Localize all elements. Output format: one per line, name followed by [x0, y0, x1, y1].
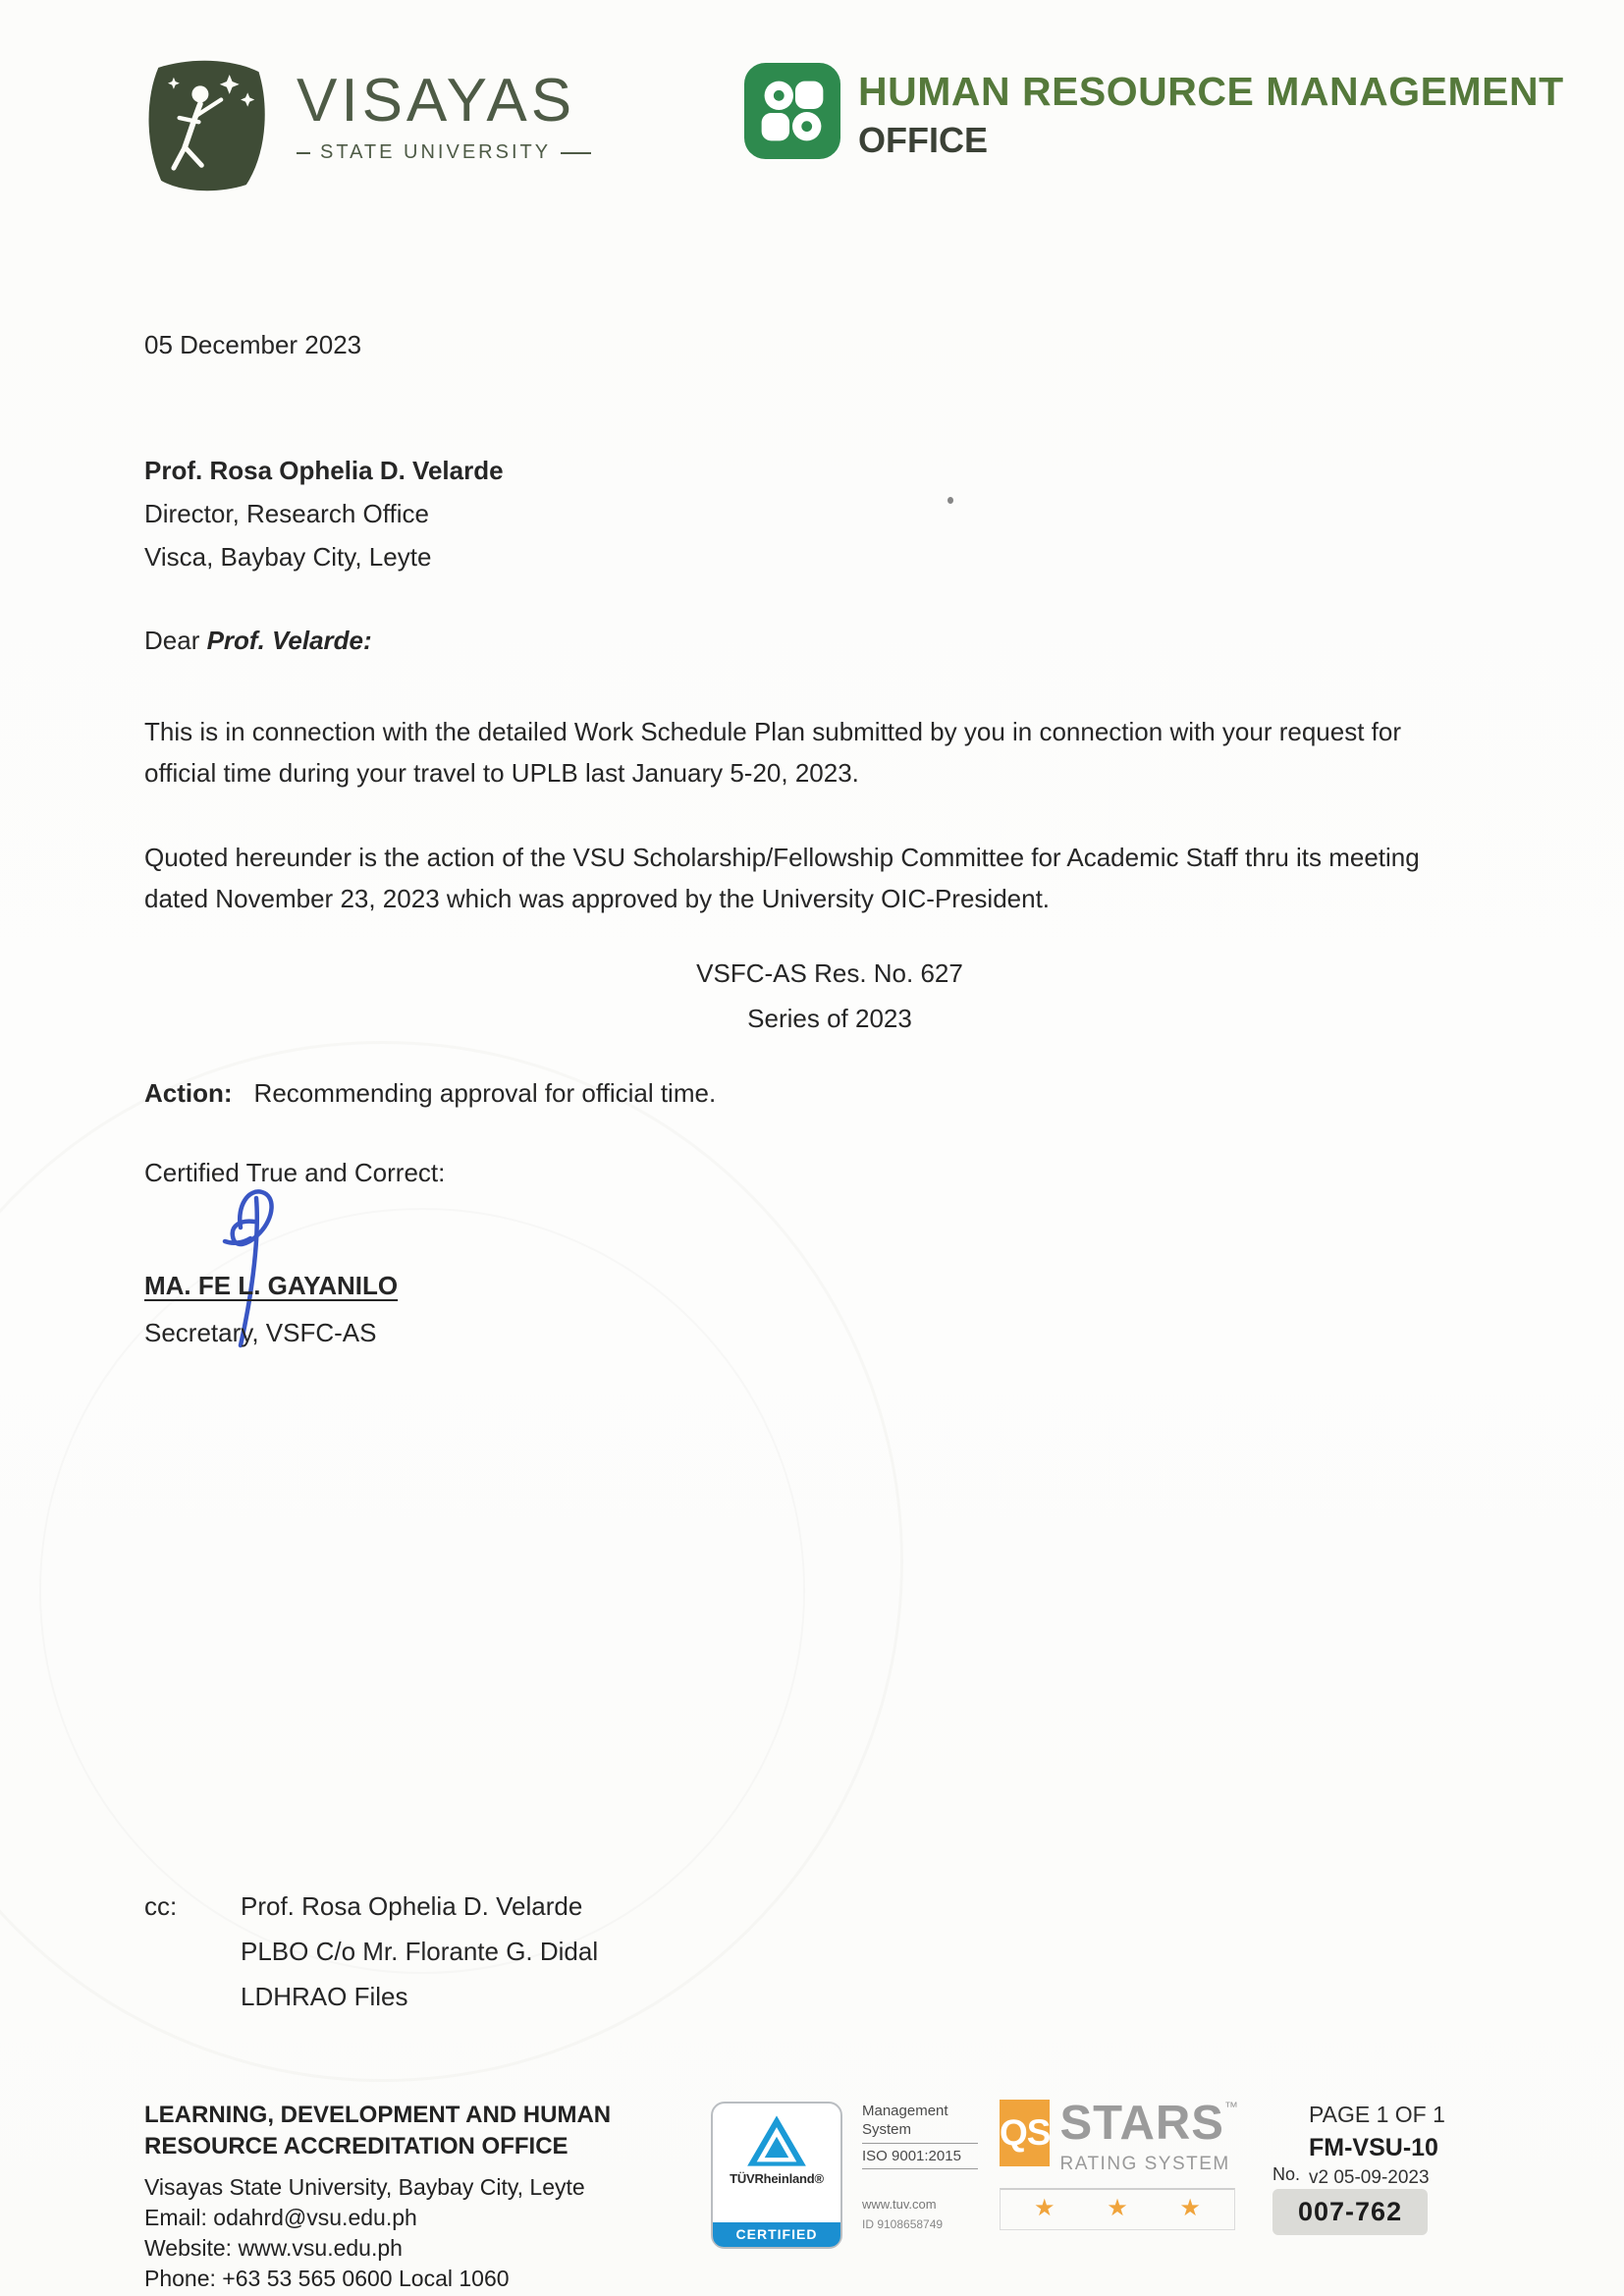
form-code: FM-VSU-10 [1309, 2134, 1438, 2161]
qs-star-rating-strip [1000, 2188, 1235, 2230]
document-number-label: No. [1272, 2164, 1301, 2184]
tuv-certified-banner: CERTIFIED [713, 2222, 840, 2247]
document-number-stamp: 007-762 [1272, 2189, 1428, 2235]
certification-line: Certified True and Correct: [144, 1158, 446, 1187]
footer-office-name-line2: RESOURCE ACCREDITATION OFFICE [144, 2133, 568, 2159]
body-paragraph-2: Quoted hereunder is the action of the VSU Scholarship/Fellowship Committee for Academic Staff thru its meeting dated November 23, 2023 which was approved by the University OIC-President. [144, 843, 1420, 913]
university-subtitle: STATE UNIVERSITY [320, 141, 552, 163]
cc-item: Prof. Rosa Ophelia D. Velarde [241, 1891, 583, 1921]
footer-phone: Phone: +63 53 565 0600 Local 1060 [144, 2266, 510, 2291]
qs-stars-word-text: STARS [1059, 2097, 1224, 2150]
salutation-prefix: Dear [144, 626, 207, 655]
office-header-group [744, 63, 1564, 161]
page-indicator: PAGE 1 OF 1 [1309, 2102, 1445, 2127]
cc-list [241, 1884, 598, 2019]
salutation [144, 622, 1476, 660]
tuv-system-line2: System [862, 2121, 912, 2138]
recipient-address: Visca, Baybay City, Leyte [144, 542, 432, 572]
letter-body [144, 326, 1476, 1383]
action-label: Action: [144, 1078, 233, 1108]
footer-office-name-line1: LEARNING, DEVELOPMENT AND HUMAN [144, 2102, 612, 2128]
tuv-standard: ISO 9001:2015 [862, 2143, 978, 2169]
university-wordmark [297, 55, 591, 164]
recipient-name: Prof. Rosa Ophelia D. Velarde [144, 456, 504, 485]
tuv-system-line1: Management [862, 2103, 948, 2119]
footer-office-contact [144, 2172, 635, 2294]
university-name: VISAYAS [297, 67, 576, 135]
vsu-emblem-icon [137, 55, 277, 197]
qs-logo-row [1000, 2097, 1239, 2175]
university-logo-group [137, 55, 591, 197]
body-paragraph-1: This is in connection with the detailed Work Schedule Plan submitted by you in connection with your request for official time during your travel to UPLB last January 5-20, 2023. [144, 717, 1401, 788]
qs-trademark-symbol: ™ [1223, 2099, 1239, 2114]
signatory-name: MA. FE L. GAYANILO [144, 1271, 399, 1300]
tuv-triangle-icon [745, 2113, 808, 2168]
footer-address: Visayas State University, Baybay City, Leyte [144, 2174, 585, 2200]
hrmo-clover-icon [744, 63, 840, 159]
qs-stars-text [1059, 2097, 1239, 2150]
resolution-series: Series of 2023 [747, 1004, 912, 1033]
tuv-certificate-id: ID 9108658749 [862, 2217, 944, 2231]
footer-email: Email: odahrd@vsu.edu.ph [144, 2205, 417, 2230]
footer-office-name [144, 2100, 635, 2162]
footer [144, 2097, 1489, 2291]
decorative-rule [561, 152, 591, 154]
qs-wordmark [1059, 2097, 1239, 2175]
tuv-certification-badge [711, 2102, 842, 2249]
office-title-line2: OFFICE [858, 120, 988, 160]
cc-label: cc: [144, 1891, 178, 1921]
decorative-rule [297, 152, 310, 154]
qs-stars-badge [1000, 2097, 1239, 2230]
recipient-position: Director, Research Office [144, 499, 429, 528]
resolution-block [144, 951, 1476, 1041]
resolution-number: VSFC-AS Res. No. 627 [696, 958, 963, 988]
recipient-block [144, 449, 1476, 578]
salutation-name: Prof. Velarde: [206, 626, 372, 655]
footer-website: Website: www.vsu.edu.ph [144, 2235, 403, 2261]
qs-star-icons: ★ ★ ★ [1034, 2195, 1201, 2221]
cc-item: PLBO C/o Mr. Florante G. Didal [241, 1937, 599, 1966]
tuv-brand-text: TÜVRheinland® [730, 2171, 824, 2186]
office-title [858, 63, 1564, 161]
tuv-certification-details [862, 2102, 1014, 2234]
cc-item: LDHRAO Files [241, 1982, 408, 2011]
office-title-line1: HUMAN RESOURCE MANAGEMENT [858, 69, 1564, 114]
letter-date: 05 December 2023 [144, 330, 362, 359]
cc-block [144, 1884, 598, 2019]
form-version: v2 05-09-2023 [1309, 2167, 1430, 2188]
qs-rating-system-text: RATING SYSTEM [1059, 2154, 1230, 2174]
tuv-url: www.tuv.com [862, 2197, 937, 2212]
action-text: Recommending approval for official time. [253, 1078, 717, 1108]
document-number-group [1272, 2164, 1428, 2235]
action-line [144, 1074, 1476, 1113]
signature-block [144, 1216, 1476, 1383]
signatory-title: Secretary, VSFC-AS [144, 1318, 377, 1347]
qs-logo-icon: QS [1000, 2100, 1050, 2166]
footer-office-block [144, 2100, 635, 2294]
university-subtitle-row [297, 141, 591, 164]
